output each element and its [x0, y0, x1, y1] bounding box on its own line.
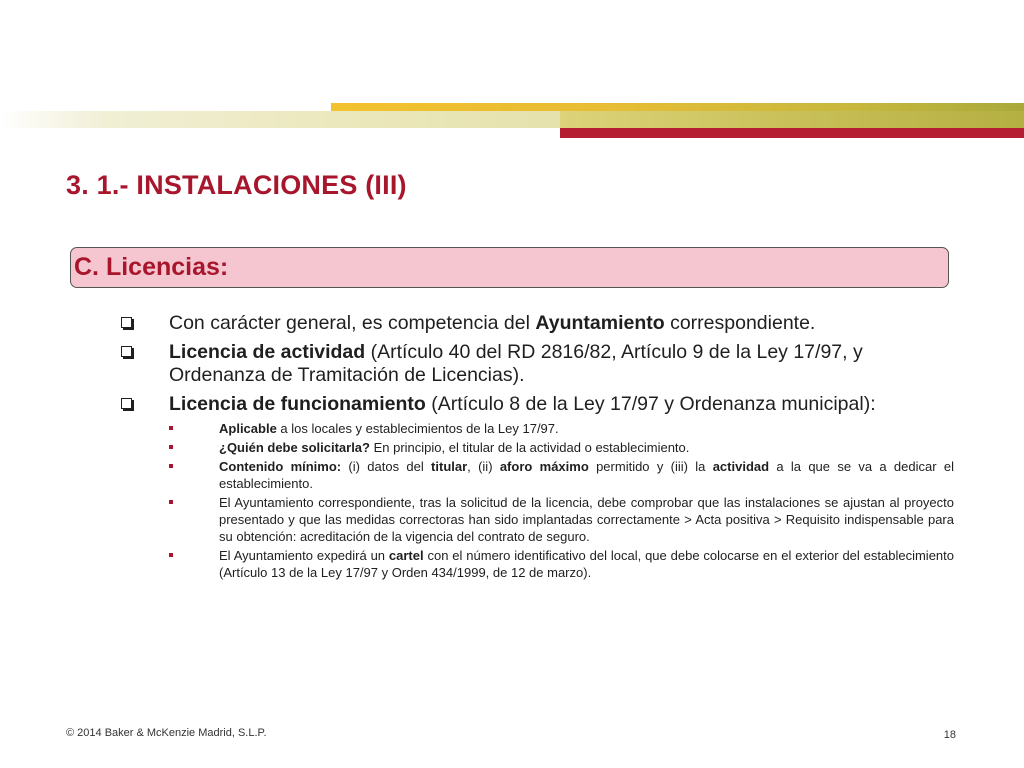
slide-content: [118, 312, 954, 583]
small-square-bullet-icon: [169, 500, 173, 504]
small-square-bullet-icon: [169, 426, 173, 430]
header-olive-bar: [560, 111, 1024, 128]
sub-list-item: ¿Quién debe solicitarla? En principio, el titular de la actividad o establecimiento.: [118, 439, 954, 456]
page-number: 18: [943, 729, 956, 741]
slide-title: 3. 1.- INSTALACIONES (III): [66, 170, 407, 200]
checkbox-square-icon: [121, 346, 132, 357]
section-heading-box: [70, 247, 949, 288]
list-item: Licencia de actividad (Artículo 40 del RD 2816/82, Artículo 9 de la Ley 17/97, y Ordenanza de Tramitación de Licencias).: [118, 341, 954, 387]
list-item: Licencia de funcionamiento (Artículo 8 de la Ley 17/97 y Ordenanza municipal):: [118, 393, 954, 416]
header-red-bar: [560, 128, 1024, 138]
sub-list: [118, 420, 954, 581]
footer-copyright: © 2014 Baker & McKenzie Madrid, S.L.P.: [66, 727, 267, 739]
checkbox-square-icon: [121, 398, 132, 409]
sub-list-item: Aplicable a los locales y establecimientos de la Ley 17/97.: [118, 420, 954, 437]
sub-list-item: El Ayuntamiento correspondiente, tras la solicitud de la licencia, debe comprobar que las instalaciones se ajustan al proyecto presentado y que las medidas correctoras han sido implantadas correctamente > Acta positiva > Requisito indispensable para su obtención: acreditación de la vigencia del contrato de seguro.: [118, 494, 954, 545]
list-item: Con carácter general, es competencia del Ayuntamiento correspondiente.: [118, 312, 954, 335]
sub-list-item: Contenido mínimo: (i) datos del titular, (ii) aforo máximo permitido y (iii) la actividad a la que se va a dedicar el establecimiento.: [118, 458, 954, 492]
header-gold-bar: [331, 103, 1024, 111]
small-square-bullet-icon: [169, 553, 173, 557]
checkbox-square-icon: [121, 317, 132, 328]
small-square-bullet-icon: [169, 445, 173, 449]
small-square-bullet-icon: [169, 464, 173, 468]
sub-list-item: El Ayuntamiento expedirá un cartel con el número identificativo del local, que debe colocarse en el exterior del establecimiento (Artículo 13 de la Ley 17/97 y Orden 434/1999, de 12 de marzo).: [118, 547, 954, 581]
section-heading: C. Licencias:: [74, 253, 229, 281]
